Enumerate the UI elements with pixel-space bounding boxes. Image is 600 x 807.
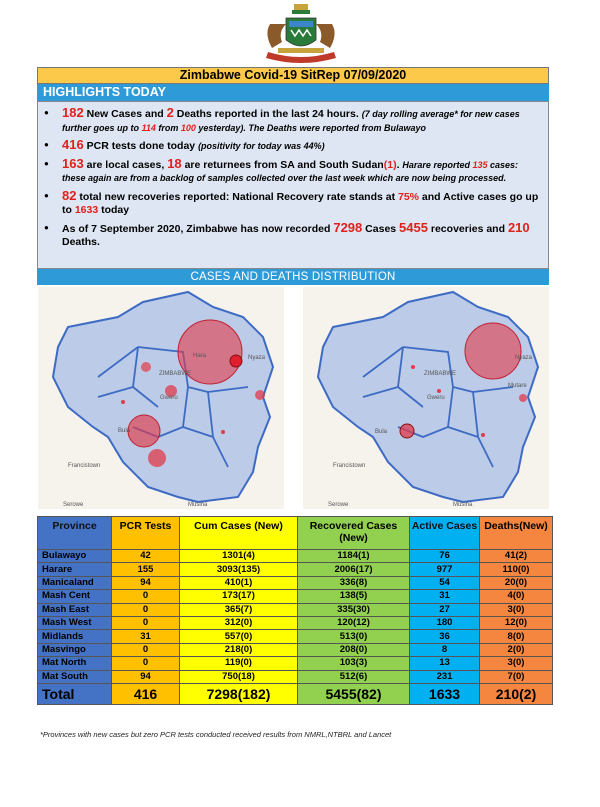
country-label: ZIMBABWE <box>424 371 457 377</box>
cell-active: 8 <box>410 643 480 656</box>
local-cases-value: 163 <box>62 155 84 171</box>
table-row <box>38 603 553 616</box>
serowe-label: Serowe <box>328 502 349 508</box>
francistown-label: Francistown <box>333 463 366 469</box>
cell-deaths: 3(0) <box>480 657 553 670</box>
cell-province: Manicaland <box>38 576 112 589</box>
midlands-deaths-marker <box>437 389 441 393</box>
cell-province: Harare <box>38 563 112 576</box>
cell-active: 231 <box>410 670 480 683</box>
harare-cases-value: 135 <box>472 159 488 170</box>
manicaland-marker <box>255 390 265 400</box>
highlight-cumulative <box>62 221 540 250</box>
table-header-row <box>38 517 553 550</box>
total-pcr-tests: 416 <box>112 683 180 704</box>
cell-province: Mash Cent <box>38 590 112 603</box>
new-deaths-value: 2 <box>166 105 174 120</box>
cell-province: Mash West <box>38 616 112 629</box>
cell-pcr-tests: 155 <box>112 563 180 576</box>
mashwest-marker <box>141 362 151 372</box>
highlight-text: Deaths. <box>62 236 100 248</box>
matsouth-marker <box>148 449 166 467</box>
cell-recovered: 513(0) <box>298 630 410 643</box>
cell-active: 54 <box>410 576 480 589</box>
cell-deaths: 4(0) <box>480 590 553 603</box>
cell-cum-cases: 410(1) <box>180 576 298 589</box>
cell-recovered: 1184(1) <box>298 550 410 563</box>
highlight-note: cases: these again are from a backlog of samples collected over the last week which are now being processed. <box>62 159 519 183</box>
table-row <box>38 670 553 683</box>
cell-pcr-tests: 0 <box>112 643 180 656</box>
matnorth-marker <box>121 400 125 404</box>
cell-recovered: 120(12) <box>298 616 410 629</box>
cell-cum-cases: 557(0) <box>180 630 298 643</box>
highlight-text: are returnees from SA and South Sudan <box>181 158 384 171</box>
cell-recovered: 103(3) <box>298 657 410 670</box>
rolling-avg-yesterday: 100 <box>180 122 196 133</box>
highlights-header: HIGHLIGHTS TODAY <box>37 84 549 101</box>
cell-deaths: 20(0) <box>480 576 553 589</box>
mutare-label: Mutare <box>508 383 527 389</box>
cell-active: 180 <box>410 616 480 629</box>
nyanga-label: Nyaza <box>248 355 266 361</box>
cases-map <box>38 287 284 509</box>
total-deaths: 210(2) <box>480 683 553 704</box>
highlight-local-cases <box>62 157 540 186</box>
manicaland-deaths-marker <box>519 394 527 402</box>
highlight-text: recoveries and <box>427 222 508 235</box>
cell-pcr-tests: 0 <box>112 657 180 670</box>
cell-cum-cases: 365(7) <box>180 603 298 616</box>
pcr-tests-value: 416 <box>62 137 84 152</box>
header-deaths: Deaths(New) <box>480 517 553 550</box>
bulawayo-deaths-marker <box>400 424 414 438</box>
francistown-label: Francistown <box>68 463 101 469</box>
cell-recovered: 335(30) <box>298 603 410 616</box>
table-row <box>38 590 553 603</box>
province-table <box>37 516 553 705</box>
bulawayo-label: Bula <box>375 429 388 435</box>
cell-active: 76 <box>410 550 480 563</box>
highlight-note: yesterday). The Deaths were reported from Bulawayo <box>195 122 426 133</box>
returnees-value: 18 <box>167 155 182 171</box>
footnote: *Provinces with new cases but zero PCR tests conducted received results from NMRL,NTBRL and Lancet <box>40 730 392 739</box>
cell-deaths: 8(0) <box>480 630 553 643</box>
harare-deaths-marker <box>465 323 521 379</box>
cell-deaths: 12(0) <box>480 616 553 629</box>
cell-active: 13 <box>410 657 480 670</box>
cell-deaths: 7(0) <box>480 670 553 683</box>
recoveries-value: 82 <box>62 187 77 203</box>
total-cases-value: 7298 <box>333 219 363 235</box>
highlight-note: (7 day rolling average* for new cases further goes up to <box>62 109 520 133</box>
cell-cum-cases: 173(17) <box>180 590 298 603</box>
bulawayo-marker <box>128 415 160 447</box>
province-table-wrapper <box>37 516 552 705</box>
highlight-recoveries <box>62 189 540 218</box>
cell-province: Mash East <box>38 603 112 616</box>
highlight-text: Cases <box>362 222 400 235</box>
serowe-label: Serowe <box>63 502 84 508</box>
cell-province: Midlands <box>38 630 112 643</box>
cell-recovered: 138(5) <box>298 590 410 603</box>
cell-pcr-tests: 31 <box>112 630 180 643</box>
distribution-header: CASES AND DEATHS DISTRIBUTION <box>37 269 549 285</box>
active-cases-value: 1633 <box>74 204 99 216</box>
cell-cum-cases: 312(0) <box>180 616 298 629</box>
new-cases-value: 182 <box>62 105 84 120</box>
highlight-text: and Active cases go up to <box>62 190 539 216</box>
table-row <box>38 630 553 643</box>
highlight-text: are local cases, <box>83 158 168 171</box>
cell-recovered: 336(8) <box>298 576 410 589</box>
highlight-text: Deaths reported in the last 24 hours. <box>173 108 362 120</box>
highlight-text: PCR tests done today <box>83 140 199 152</box>
musina-label: Musina <box>188 502 208 508</box>
cell-cum-cases: 750(18) <box>180 670 298 683</box>
total-deaths-value: 210 <box>507 219 530 235</box>
musina-label: Musina <box>453 502 473 508</box>
harare-label: Hara <box>193 353 207 359</box>
cell-recovered: 512(6) <box>298 670 410 683</box>
cell-deaths: 2(0) <box>480 643 553 656</box>
mashwest-deaths-marker <box>411 365 415 369</box>
total-row <box>38 683 553 704</box>
header-pcr: PCR Tests <box>112 517 180 550</box>
bulawayo-label: Bula <box>118 428 131 434</box>
table-body <box>38 550 553 705</box>
cell-recovered: 208(0) <box>298 643 410 656</box>
highlight-new-cases <box>62 106 540 135</box>
masvingo-deaths-marker <box>481 433 485 437</box>
total-recovered: 5455(82) <box>298 683 410 704</box>
header-active: Active Cases <box>410 517 480 550</box>
table-row <box>38 616 553 629</box>
table-row <box>38 657 553 670</box>
total-province: Total <box>38 683 112 704</box>
rolling-avg-today: 114 <box>141 122 156 133</box>
highlight-text: total new recoveries reported: National Recovery rate stands at <box>76 190 398 203</box>
total-cum-cases: 7298(182) <box>180 683 298 704</box>
highlight-text: As of 7 September 2020, Zimbabwe has now recorded <box>62 222 334 235</box>
country-label: ZIMBABWE <box>159 371 192 377</box>
harare-death-marker <box>230 355 242 367</box>
cell-cum-cases: 218(0) <box>180 643 298 656</box>
sitrep-title: Zimbabwe Covid-19 SitRep 07/09/2020 <box>37 67 549 84</box>
highlight-text: today <box>98 204 130 216</box>
gweru-label: Gweru <box>427 395 445 401</box>
cell-active: 977 <box>410 563 480 576</box>
cell-deaths: 110(0) <box>480 563 553 576</box>
cell-cum-cases: 1301(4) <box>180 550 298 563</box>
cell-deaths: 3(0) <box>480 603 553 616</box>
cell-pcr-tests: 0 <box>112 616 180 629</box>
returnee-count: (1) <box>383 158 397 171</box>
total-active: 1633 <box>410 683 480 704</box>
cell-province: Mat South <box>38 670 112 683</box>
highlight-text: New Cases and <box>83 108 167 120</box>
cell-pcr-tests: 42 <box>112 550 180 563</box>
deaths-map <box>303 287 549 509</box>
gweru-label: Gweru <box>160 395 178 401</box>
cell-pcr-tests: 94 <box>112 576 180 589</box>
cell-active: 36 <box>410 630 480 643</box>
cell-cum-cases: 3093(135) <box>180 563 298 576</box>
cell-deaths: 41(2) <box>480 550 553 563</box>
header-recovered: Recovered Cases (New) <box>298 517 410 550</box>
cell-pcr-tests: 94 <box>112 670 180 683</box>
cell-cum-cases: 119(0) <box>180 657 298 670</box>
cell-province: Masvingo <box>38 643 112 656</box>
cell-active: 31 <box>410 590 480 603</box>
table-row <box>38 550 553 563</box>
highlight-text: . <box>396 158 403 171</box>
recovery-rate-value: 75% <box>398 190 420 203</box>
cell-province: Bulawayo <box>38 550 112 563</box>
cell-recovered: 2006(17) <box>298 563 410 576</box>
nyanga-label: Nyaza <box>515 355 533 361</box>
header-province: Province <box>38 517 112 550</box>
table-row <box>38 576 553 589</box>
highlight-note: (positivity for today was 44%) <box>198 141 325 151</box>
highlight-pcr-tests <box>62 138 540 154</box>
highlight-note: Harare reported <box>402 159 473 170</box>
cell-pcr-tests: 0 <box>112 590 180 603</box>
highlights-box <box>37 101 549 269</box>
table-row <box>38 643 553 656</box>
header-cum-cases: Cum Cases (New) <box>180 517 298 550</box>
cell-province: Mat North <box>38 657 112 670</box>
highlights-list <box>38 102 548 250</box>
cell-pcr-tests: 0 <box>112 603 180 616</box>
highlight-note: from <box>155 122 181 133</box>
coat-of-arms-logo <box>256 4 346 68</box>
cell-active: 27 <box>410 603 480 616</box>
masvingo-marker <box>221 430 225 434</box>
table-row <box>38 563 553 576</box>
total-recoveries-value: 5455 <box>399 219 428 235</box>
